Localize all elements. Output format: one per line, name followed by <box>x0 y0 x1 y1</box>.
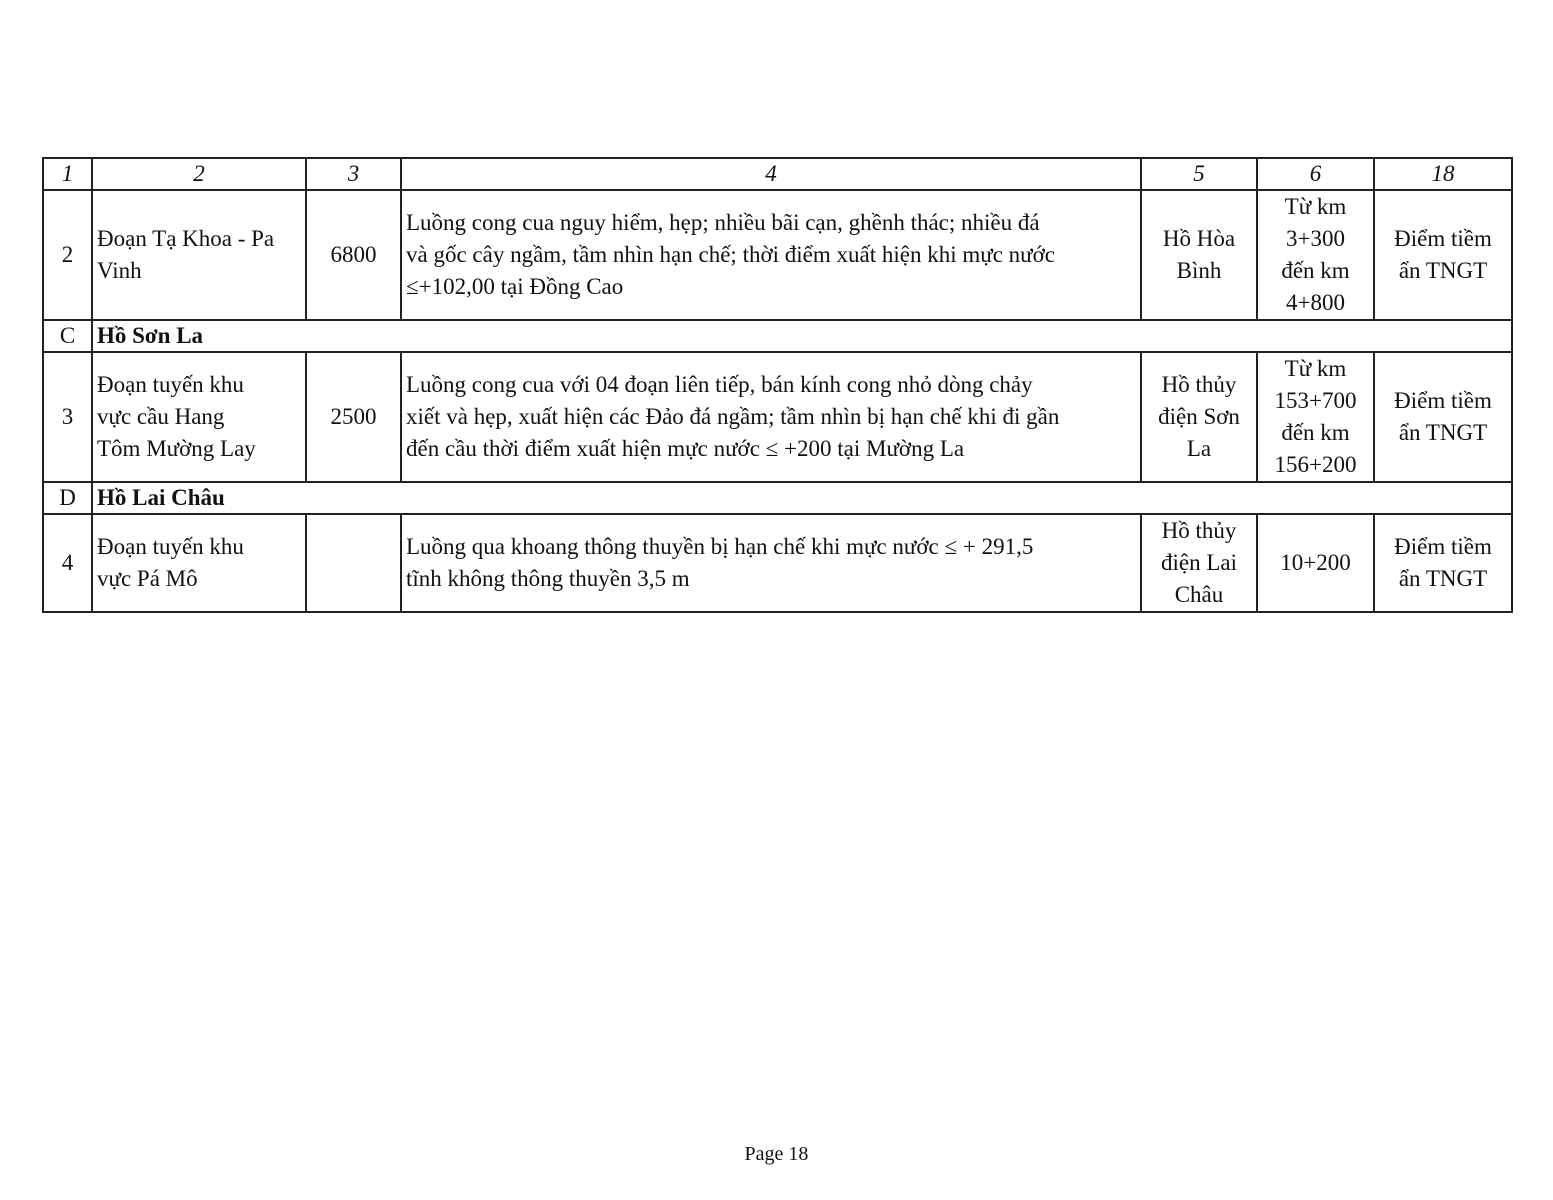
segment-length: 2500 <box>306 352 401 482</box>
segment-name: Đoạn Tạ Khoa - Pa Vinh <box>92 190 306 320</box>
hazard-description: Luồng qua khoang thông thuyền bị hạn chế khi mực nước ≤ + 291,5 tĩnh không thông thuyền 3,5 m <box>401 514 1141 612</box>
hazard-type: Điểm tiềm ẩn TNGT <box>1374 190 1512 320</box>
hazard-type: Điểm tiềm ẩn TNGT <box>1374 352 1512 482</box>
segment-length: 6800 <box>306 190 401 320</box>
km-location: Từ km 3+300 đến km 4+800 <box>1257 190 1374 320</box>
column-number-header-row <box>43 158 1512 190</box>
hazard-description: Luồng cong cua nguy hiểm, hẹp; nhiều bãi cạn, ghềnh thác; nhiều đá và gốc cây ngầm, tầm nhìn hạn chế; thời điểm xuất hiện khi mực nước ≤+102,00 tại Đồng Cao <box>401 190 1141 320</box>
table-row <box>43 514 1512 612</box>
section-title: Hồ Sơn La <box>92 320 1512 352</box>
hazard-points-table <box>42 157 1513 613</box>
section-row-d <box>43 482 1512 514</box>
header-cell-2: 2 <box>92 158 306 190</box>
hazard-description: Luồng cong cua với 04 đoạn liên tiếp, bán kính cong nhỏ dòng chảy xiết và hẹp, xuất hiện các Đảo đá ngầm; tầm nhìn bị hạn chế khi đi gần đến cầu thời điểm xuất hiện mực nước ≤ +200 tại Mường La <box>401 352 1141 482</box>
lake-name: Hồ thủy điện Lai Châu <box>1141 514 1257 612</box>
header-cell-4: 4 <box>401 158 1141 190</box>
header-cell-6: 6 <box>1257 158 1374 190</box>
section-code: D <box>43 482 92 514</box>
lake-name: Hồ Hòa Bình <box>1141 190 1257 320</box>
section-row-c <box>43 320 1512 352</box>
hazard-type: Điểm tiềm ẩn TNGT <box>1374 514 1512 612</box>
page-number: Page 18 <box>744 1143 809 1165</box>
lake-name: Hồ thủy điện Sơn La <box>1141 352 1257 482</box>
header-cell-1: 1 <box>43 158 92 190</box>
section-title: Hồ Lai Châu <box>92 482 1512 514</box>
km-location: Từ km 153+700 đến km 156+200 <box>1257 352 1374 482</box>
segment-name: Đoạn tuyến khu vực Pá Mô <box>92 514 306 612</box>
segment-name: Đoạn tuyến khu vực cầu Hang Tôm Mường Lay <box>92 352 306 482</box>
row-number: 3 <box>43 352 92 482</box>
section-code: C <box>43 320 92 352</box>
header-cell-5: 5 <box>1141 158 1257 190</box>
header-cell-3: 3 <box>306 158 401 190</box>
row-number: 2 <box>43 190 92 320</box>
segment-length <box>306 514 401 612</box>
table-row <box>43 352 1512 482</box>
km-location: 10+200 <box>1257 514 1374 612</box>
row-number: 4 <box>43 514 92 612</box>
table-row <box>43 190 1512 320</box>
header-cell-18: 18 <box>1374 158 1512 190</box>
